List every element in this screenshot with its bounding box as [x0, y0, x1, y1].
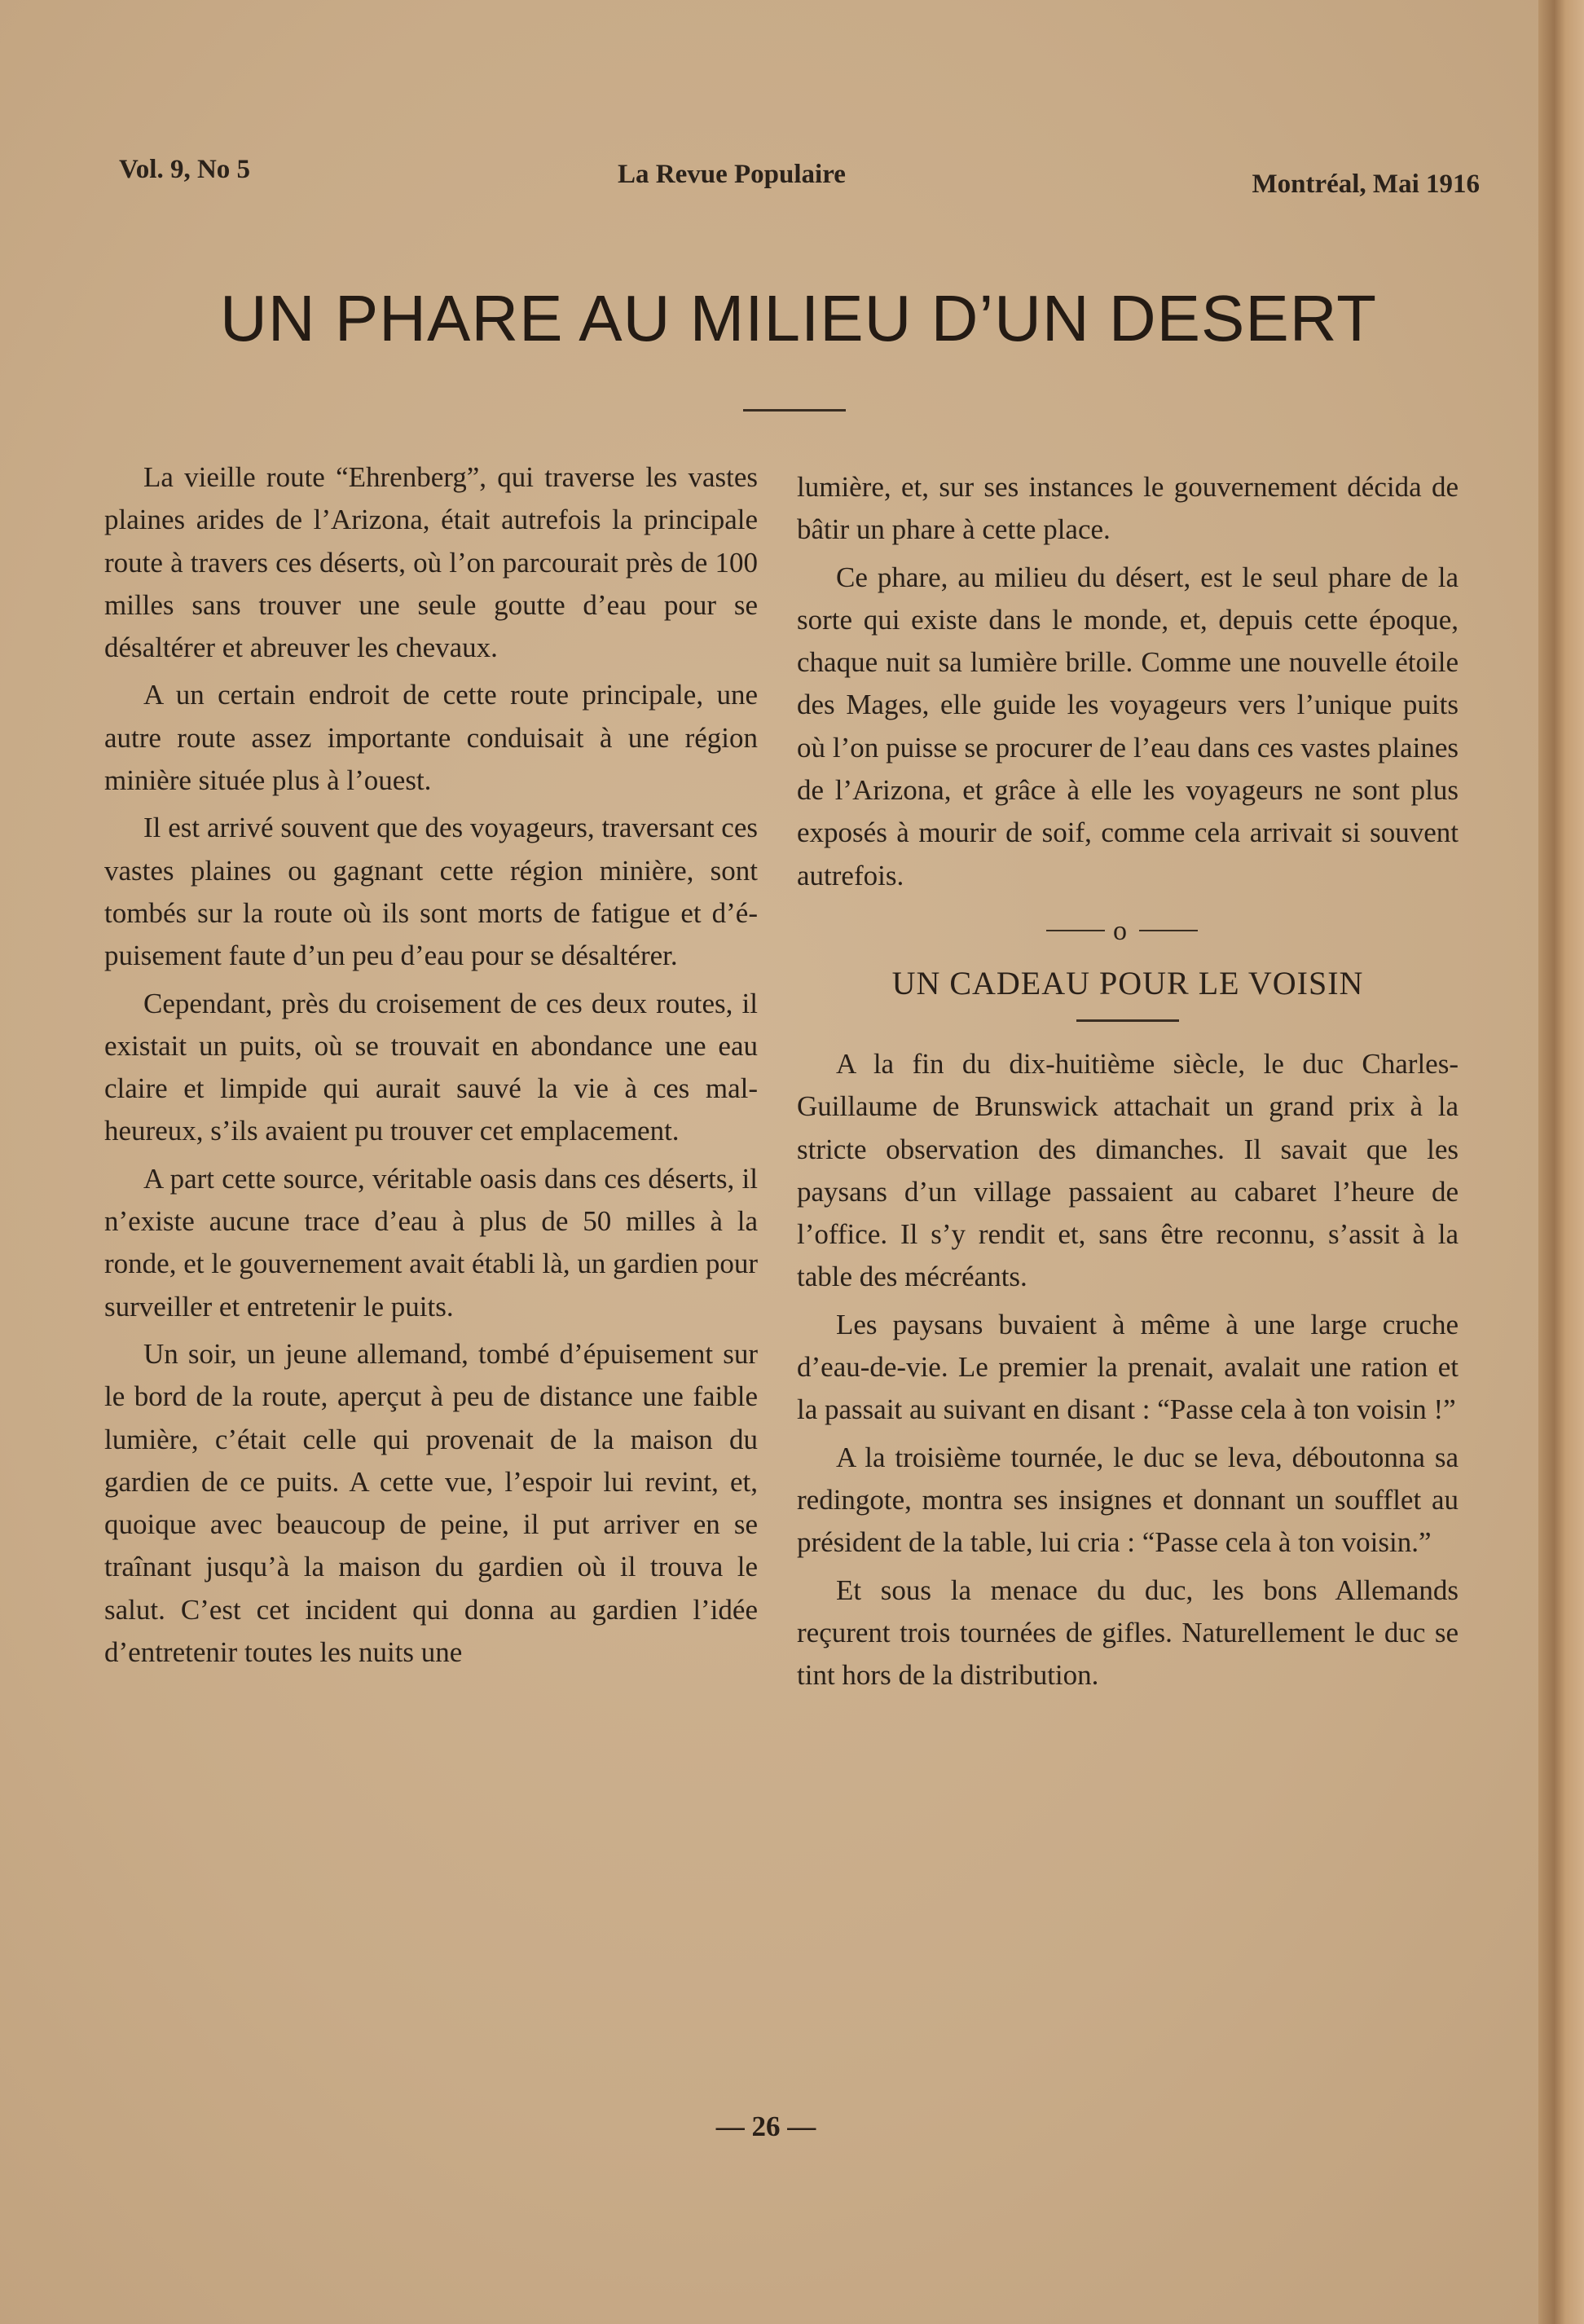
article-paragraph: La vieille route “Ehrenberg”, qui traverse les vastes plaines arides de l’Arizona, était autrefois la principale route à travers ces déserts, où l’on parcourait près de 100 milles sans trouver une seule goutte d’eau pour se désaltérer et abreuver les chevaux. [104, 461, 758, 664]
article-paragraph: Il est arrivé souvent que des voyageurs, traversant ces vastes plaines ou gagnant cette région minière, sont tombés sur la route où ils sont morts de fatigue et d’épuisement faute d’un peu d’eau pour se désaltérer. [104, 812, 758, 972]
article-paragraph: Ce phare, au milieu du désert, est le seul phare de la sorte qui existe dans le monde, et, depuis cette époque, chaque nuit sa lumière brille. Comme une nouvelle étoile des Mages, elle guide les voyageurs vers l’unique puits où l’on puisse se procurer de l’eau dans ces vastes plaines de l’Arizona, et grâce à elle les voyageurs ne sont plus exposés à mourir de soif, comme cela arrivait si souvent autrefois. [797, 561, 1459, 891]
right-column [797, 466, 1459, 1701]
separator-ornament: o [1113, 915, 1127, 946]
subtitle-rule [1076, 1019, 1179, 1022]
article-paragraph: Un soir, un jeune allemand, tombé d’épuisement sur le bord de la route, aperçut à peu de distance une faible lumière, c’était celle qui provenait de la maison du gardien de ce puits. A cette vue, l’espoir lui revint, et, quoique avec beaucoup de peine, il put arriver en se traînant jusqu’à la maison du gardien où il trouva le salut. C’est cet incident qui donna au gardien l’idée d’entretenir toutes les nuits une [104, 1337, 758, 1669]
article-paragraph: A un certain endroit de cette route principale, une autre route assez importante conduisait à une région minière située plus à l’ouest. [104, 679, 758, 797]
article-paragraph: Cependant, près du croisement de ces deux routes, il existait un puits, où se trouvait en abondance une eau claire et limpide qui aurait sauvé la vie à ces malheureux, s’ils avaient pu trouver cet emplacement. [104, 987, 758, 1147]
page-edge [1538, 0, 1584, 2324]
magazine-name: La Revue Populaire [618, 160, 846, 189]
separator-line [1046, 930, 1105, 931]
volume-number: Vol. 9, No 5 [119, 155, 251, 184]
article-paragraph: Les paysans buvaient à même à une large cruche d’eau-de-vie. Le premier la prenait, avalait une ration et la passait au suivant en disant : “Passe cela à ton voisin !” [797, 1308, 1459, 1426]
section-separator [797, 907, 1459, 953]
separator-line [1139, 930, 1198, 931]
article-title: UN PHARE AU MILIEU D’UN DESERT [220, 282, 1377, 354]
second-article-title: UN CADEAU POUR LE VOISIN [891, 964, 1364, 1001]
place-date: Montréal, Mai 1916 [1252, 169, 1480, 199]
title-rule [743, 409, 846, 412]
page-number: — 26 — [715, 2111, 816, 2142]
article-paragraph: A la fin du dix-huitième siècle, le duc Charles-Guillaume de Brunswick attachait un grand prix à la stricte observation des dimanches. Il savait que les paysans d’un village passaient au cabaret l’heure de l’office. Il s’y rendit et, sans être reconnu, s’assit à la table des mécréants. [797, 1047, 1459, 1293]
running-header [119, 155, 1480, 199]
left-column [104, 456, 758, 1679]
article-paragraph: lumière, et, sur ses instances le gouvernement décida de bâtir un phare à cette place. [797, 471, 1459, 546]
article-paragraph: A la troisième tournée, le duc se leva, déboutonna sa redingote, montra ses insignes et donnant un soufflet au président de la table, lui cria : “Passe cela à ton voisin.” [797, 1441, 1459, 1559]
article-paragraph: A part cette source, véritable oasis dans ces déserts, il n’existe aucune trace d’eau à plus de 50 milles à la ronde, et le gouvernement avait établi là, un gardien pour surveiller et entretenir le puits. [104, 1162, 758, 1323]
article-paragraph: Et sous la menace du duc, les bons Allemands reçurent trois tournées de gifles. Naturellement le duc se tint hors de la distribution. [797, 1574, 1459, 1692]
